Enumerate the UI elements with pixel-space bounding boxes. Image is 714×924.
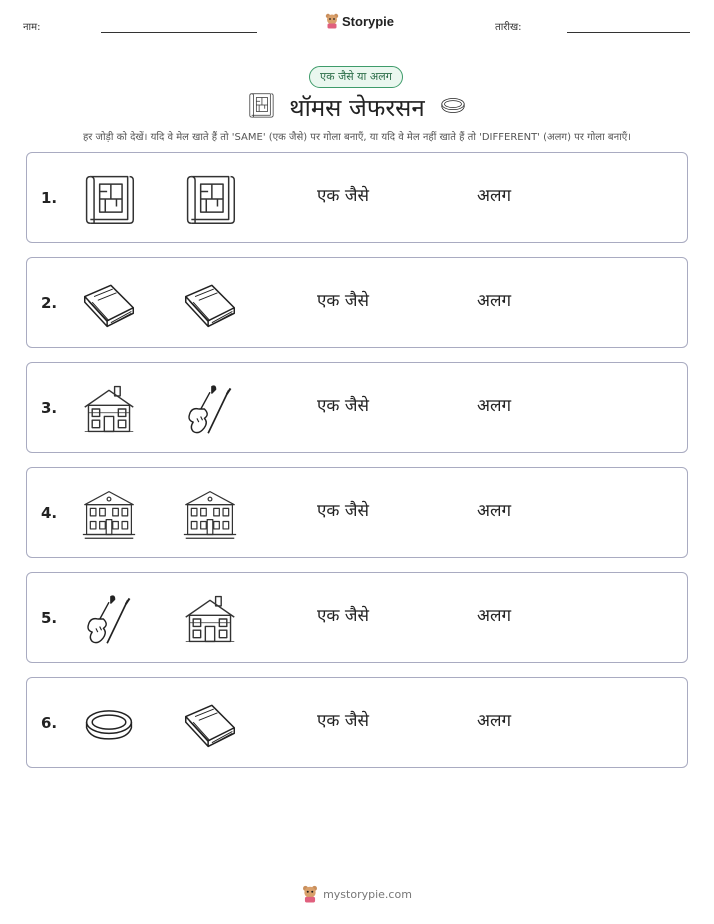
different-option[interactable]: अलग [477, 501, 512, 521]
question-row [26, 572, 688, 663]
different-option[interactable]: अलग [477, 396, 512, 416]
title-row [0, 88, 714, 126]
same-option[interactable]: एक जैसे [317, 501, 369, 521]
house-icon [182, 591, 238, 647]
activity-badge: एक जैसे या अलग [309, 66, 403, 88]
same-option[interactable]: एक जैसे [317, 606, 369, 626]
question-number: 2. [41, 294, 58, 312]
question-row [26, 257, 688, 348]
date-label: तारीख: [495, 22, 522, 33]
bear-footer-icon [302, 885, 318, 903]
logo-text: Storypie [342, 13, 395, 29]
title-ring-icon [439, 91, 467, 123]
footer-site: mystorypie.com [323, 887, 412, 901]
violin-icon [182, 381, 238, 437]
house-icon [81, 381, 137, 437]
storypie-logo [325, 13, 394, 29]
question-number: 4. [41, 504, 58, 522]
question-number: 5. [41, 609, 58, 627]
different-option[interactable]: अलग [477, 186, 512, 206]
book-icon [182, 276, 238, 332]
same-option[interactable]: एक जैसे [317, 396, 369, 416]
blueprint-icon [81, 171, 137, 227]
different-option[interactable]: अलग [477, 711, 512, 731]
footer [0, 885, 714, 903]
question-number: 3. [41, 399, 58, 417]
date-field[interactable] [567, 32, 690, 33]
bear-logo-icon [325, 13, 339, 29]
blueprint-icon [247, 91, 275, 119]
different-option[interactable]: अलग [477, 291, 512, 311]
ring-icon [81, 696, 137, 752]
name-label: नाम: [23, 22, 41, 33]
question-row [26, 152, 688, 243]
same-option[interactable]: एक जैसे [317, 291, 369, 311]
question-number: 1. [41, 189, 58, 207]
question-row [26, 362, 688, 453]
question-number: 6. [41, 714, 58, 732]
question-row [26, 467, 688, 558]
title-blueprint-icon [247, 91, 275, 123]
book-icon [182, 696, 238, 752]
page-title: थॉमस जेफरसन [289, 93, 425, 122]
ring-icon [439, 91, 467, 119]
same-option[interactable]: एक जैसे [317, 711, 369, 731]
name-field[interactable] [101, 32, 257, 33]
mansion-icon [81, 486, 137, 542]
book-icon [81, 276, 137, 332]
mansion-icon [182, 486, 238, 542]
same-option[interactable]: एक जैसे [317, 186, 369, 206]
instructions: हर जोड़ी को देखें। यदि वे मेल खाते हैं तो 'SAME' (एक जैसे) पर गोला बनाएँ, या यदि वे मेल नहीं खाते हैं तो 'DIFFERENT' (अलग) पर गोला बनाएँ। [82, 132, 632, 143]
blueprint-icon [182, 171, 238, 227]
violin-icon [81, 591, 137, 647]
different-option[interactable]: अलग [477, 606, 512, 626]
question-row [26, 677, 688, 768]
